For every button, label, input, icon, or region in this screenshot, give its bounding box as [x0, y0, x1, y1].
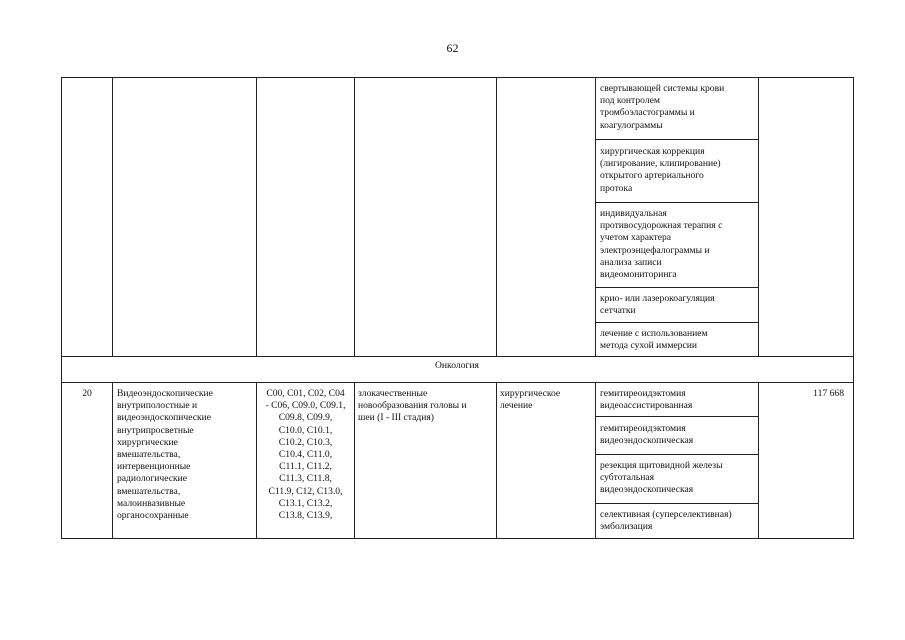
icd-codes: C00, C01, C02, C04 - C06, C09.0, C09.1, C09.8, C09.9, C10.0, C10.1, C10.2, C10.3, C10.4, C11.0, C11.1, C11.2, C11.3, C11.8, C11.9, C12, C13.0, C13.1, C13.2, C13.8, C13.9,	[265, 388, 346, 522]
col-border	[496, 382, 497, 539]
treatment-method: гемитиреоидэктомия видеоассистированная	[600, 388, 693, 412]
col-border	[853, 382, 854, 539]
cost-value: 117 668	[813, 388, 844, 399]
col-border	[256, 77, 257, 356]
treatment-type: хирургическое лечение	[500, 388, 561, 412]
col-border	[61, 77, 62, 356]
col-border	[354, 382, 355, 539]
section-top-border	[61, 356, 854, 357]
table-bottom-border	[61, 538, 854, 539]
treatment-cell: крио- или лазерокоагуляция сетчатки	[600, 293, 715, 317]
col-border	[595, 382, 596, 539]
patient-model: злокачественные новообразования головы и шеи (I - III стадия)	[358, 388, 467, 424]
col-border	[595, 77, 596, 356]
row-divider	[595, 287, 758, 288]
treatment-method: резекция щитовидной железы субтотальная видеоэндоскопическая	[600, 460, 723, 496]
col-border	[758, 382, 759, 539]
page-number: 62	[446, 41, 459, 55]
col-border	[496, 77, 497, 356]
col-border	[853, 356, 854, 382]
col-border	[112, 77, 113, 356]
col-border	[61, 382, 62, 539]
table-top-border	[61, 77, 854, 78]
section-bottom-border	[61, 382, 854, 383]
col-border	[354, 77, 355, 356]
treatment-cell: лечение с использованием метода сухой иммерсии	[600, 328, 708, 352]
treatment-method: селективная (суперселективная) эмболизация	[600, 509, 732, 533]
col-border	[853, 77, 854, 356]
row-divider	[595, 322, 758, 323]
method-name: Видеоэндоскопические внутриполостные и видеоэндоскопические внутрипросветные хирургические вмешательства, интервенционные радиологические вмешательства, малоинвазивные органосохранные	[117, 388, 213, 522]
col-border	[112, 382, 113, 539]
col-border	[758, 77, 759, 356]
row-divider	[595, 139, 758, 140]
row-divider	[595, 202, 758, 203]
row-divider	[595, 503, 758, 504]
treatment-cell: индивидуальная противосудорожная терапия с учетом характера электроэнцефалограммы и анализа записи видеомониторинга	[600, 208, 723, 281]
row-divider	[595, 416, 758, 417]
treatment-cell: свертывающей системы крови под контролем тромбоэластограммы и коагулограммы	[600, 83, 725, 131]
treatment-cell: хирургическая коррекция (лигирование, клипирование) открытого артериального протока	[600, 146, 721, 194]
treatment-method: гемитиреоидэктомия видеоэндоскопическая	[600, 423, 694, 447]
row-number: 20	[82, 388, 92, 399]
row-divider	[595, 454, 758, 455]
section-title: Онкология	[435, 360, 479, 371]
